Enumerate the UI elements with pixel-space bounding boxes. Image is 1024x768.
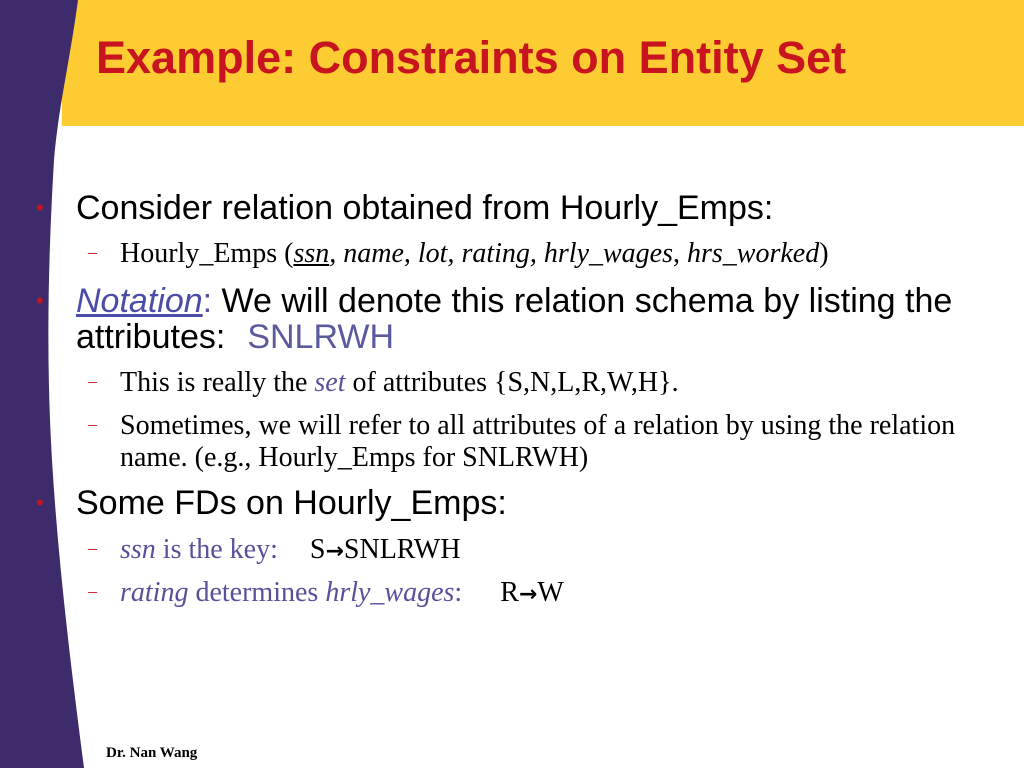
bullet-2 <box>36 282 976 356</box>
sub-bullet-3-2 <box>88 577 990 611</box>
schema-last-attribute: hrs_worked <box>687 238 820 269</box>
dash-glyph: – <box>88 371 97 391</box>
fd-attribute: ssn <box>120 534 156 565</box>
dash-glyph: – <box>88 414 97 434</box>
schema-attributes: , name, lot, rating, hrly_wages <box>329 238 673 269</box>
bullet-3 <box>36 484 976 522</box>
notation-colon: : <box>202 282 213 320</box>
schema-prefix: Hourly_Emps ( <box>120 238 294 269</box>
fd-lhs: R <box>500 577 519 608</box>
schema-close: ) <box>819 238 829 269</box>
bullet-1 <box>36 189 976 227</box>
sub-bullet-2-2 <box>88 410 990 474</box>
schema-abbreviation: SNLRWH <box>247 318 395 356</box>
bullet-glyph: • <box>36 490 44 515</box>
fd-lhs: S <box>309 534 326 565</box>
fd-rhs: SNLRWH <box>343 534 461 565</box>
fd-description: determines <box>188 577 326 608</box>
sub-bullet-2-1 <box>88 367 990 399</box>
key-attribute-ssn: ssn <box>293 238 330 269</box>
bullet-glyph: • <box>36 288 44 313</box>
sub-text: of attributes {S,N,L,R,W,H}. <box>345 367 679 398</box>
arrow-icon: → <box>325 539 344 564</box>
bullet-3-text: Some FDs on Hourly_Emps: <box>76 484 507 522</box>
bullet-glyph: • <box>36 195 44 220</box>
bullet-1-text: Consider relation obtained from Hourly_Emps: <box>76 189 774 227</box>
fd-attribute: rating <box>120 577 189 608</box>
dash-glyph: – <box>88 538 97 558</box>
notation-link[interactable]: Notation <box>76 282 203 320</box>
fd-attribute-2: hrly_wages <box>325 577 455 608</box>
author-footer: Dr. Nan Wang <box>106 745 198 761</box>
fd-description: is the key: <box>155 534 278 565</box>
sub-bullet-3-1 <box>88 534 990 568</box>
schema-comma: , <box>673 238 687 269</box>
slide-title: Example: Constraints on Entity Set <box>96 32 847 83</box>
fd-colon: : <box>454 577 463 608</box>
set-word: set <box>314 367 346 398</box>
sub-text: This is really the <box>120 367 315 398</box>
fd-rhs: W <box>537 577 564 608</box>
sub-bullet-1-1 <box>88 238 990 270</box>
arrow-icon: → <box>518 582 538 607</box>
dash-glyph: – <box>88 242 97 262</box>
bullet-2-text: We will denote this relation schema by listing the attributes: <box>76 282 953 356</box>
dash-glyph: – <box>88 581 97 601</box>
sub-text: Sometimes, we will refer to all attributes of a relation by using the relation name. (e.g., Hourly_Emps for SNLRWH) <box>120 410 956 473</box>
